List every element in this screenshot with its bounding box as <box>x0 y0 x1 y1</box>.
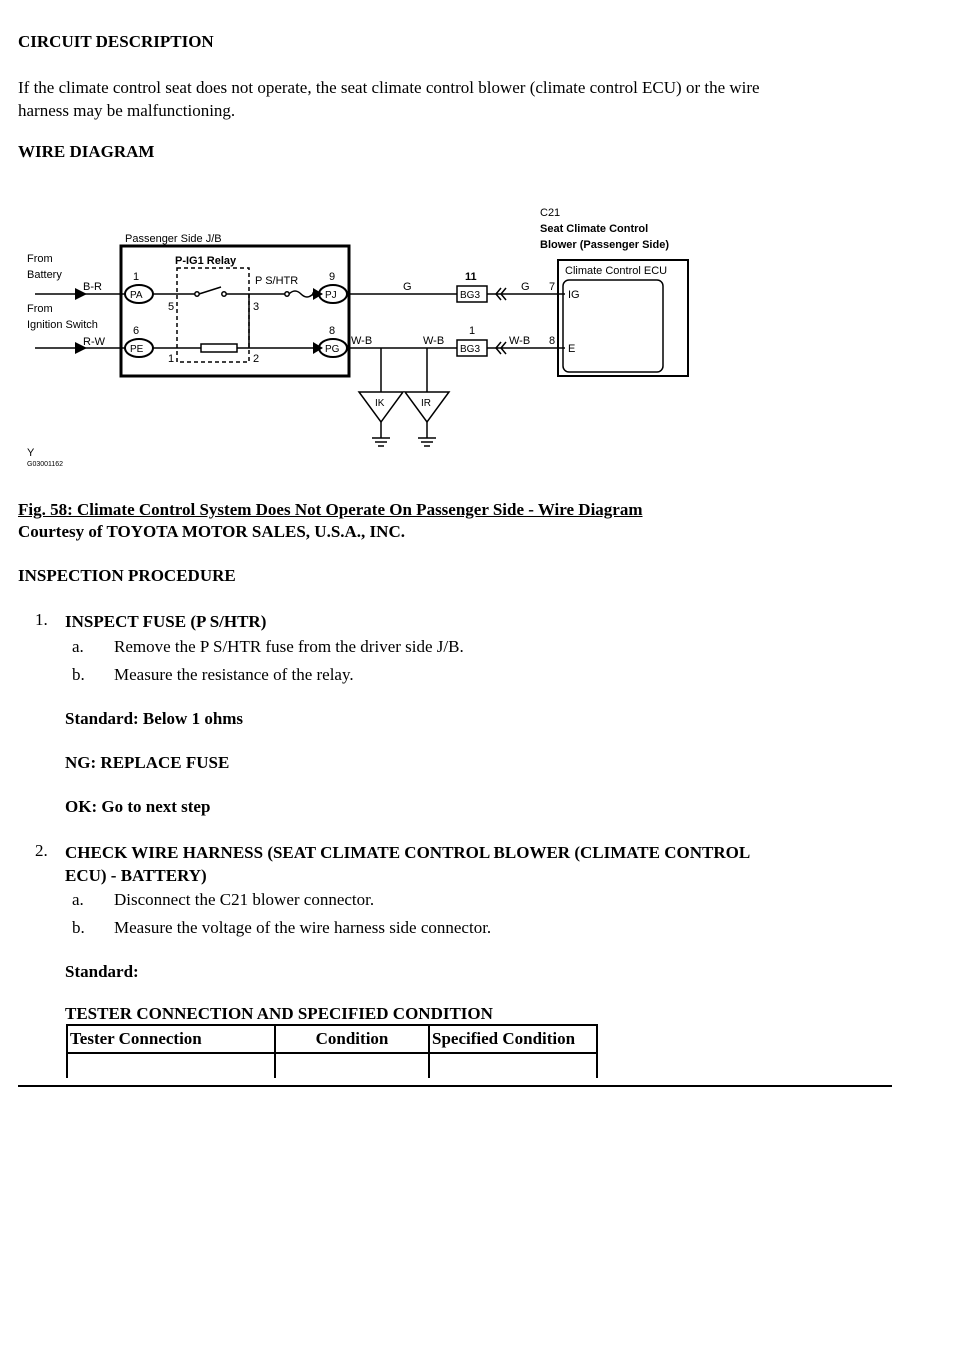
step-2-standard: Standard: <box>65 962 139 981</box>
ground-ir: IR <box>421 398 431 409</box>
pin-8b: 8 <box>549 335 556 347</box>
label-from-ignition-1: From <box>27 303 53 315</box>
step-1-number: 1. <box>35 610 48 629</box>
pin-5: 5 <box>168 301 175 313</box>
pin-6: 6 <box>133 325 140 337</box>
circuit-description-heading: CIRCUIT DESCRIPTION <box>18 32 214 51</box>
conn-bg3a: BG3 <box>460 290 481 301</box>
pin-11: 11 <box>465 271 477 283</box>
wire-br: B-R <box>83 281 102 293</box>
figure-caption: Fig. 58: Climate Control System Does Not Operate On Passenger Side - Wire Diagram <box>18 500 643 519</box>
wire-wb2: W-B <box>423 335 445 347</box>
circuit-description-line1: If the climate control seat does not operate, the seat climate control blower (climate control ECU) or the wire <box>18 78 760 97</box>
th-specified-condition: Specified Condition <box>429 1025 597 1053</box>
step-2a-label: a. <box>72 890 84 909</box>
table-header-row <box>67 1025 597 1053</box>
label-c21: C21 <box>540 207 561 219</box>
wire-g1: G <box>403 281 412 293</box>
table-title: TESTER CONNECTION AND SPECIFIED CONDITION <box>65 1004 493 1023</box>
pin-1b: 1 <box>168 353 175 365</box>
pin-7: 7 <box>549 281 556 293</box>
pin-9: 9 <box>329 271 336 283</box>
inspection-heading: INSPECTION PROCEDURE <box>18 566 236 585</box>
conn-bg3b: BG3 <box>460 344 481 355</box>
label-jb: Passenger Side J/B <box>125 233 222 245</box>
step-2a-text: Disconnect the C21 blower connector. <box>114 890 375 909</box>
step-1-ok: OK: Go to next step <box>65 797 211 816</box>
wire-wb1: W-B <box>351 335 373 347</box>
step-1b-label: b. <box>72 665 85 684</box>
term-ig: IG <box>568 289 580 301</box>
conn-pg: PG <box>325 344 340 355</box>
wire-diagram-heading: WIRE DIAGRAM <box>18 142 155 161</box>
step-1a-label: a. <box>72 637 84 656</box>
label-battery: Battery <box>27 269 62 281</box>
step-2-number: 2. <box>35 841 48 860</box>
label-fuse: P S/HTR <box>255 275 299 287</box>
conn-pe: PE <box>130 344 144 355</box>
label-relay: P-IG1 Relay <box>175 255 237 267</box>
step-1-title: INSPECT FUSE (P S/HTR) <box>65 612 267 631</box>
pin-1a: 1 <box>133 271 140 283</box>
wire-g2: G <box>521 281 530 293</box>
label-seat-line1: Seat Climate Control <box>540 223 649 235</box>
step-1b-text: Measure the resistance of the relay. <box>114 665 354 684</box>
pin-1c: 1 <box>469 325 476 337</box>
tester-connection-table <box>66 1024 598 1078</box>
label-ignition: Ignition Switch <box>27 319 98 331</box>
table-cell <box>429 1053 597 1078</box>
wire-wb3: W-B <box>509 335 531 347</box>
pin-3: 3 <box>253 301 260 313</box>
mark-y: Y <box>27 447 35 459</box>
step-2b-label: b. <box>72 918 85 937</box>
step-2b-text: Measure the voltage of the wire harness side connector. <box>114 918 492 937</box>
term-e: E <box>568 343 576 355</box>
step-1a-text: Remove the P S/HTR fuse from the driver side J/B. <box>114 637 464 656</box>
figure-courtesy: Courtesy of TOYOTA MOTOR SALES, U.S.A., INC. <box>18 522 405 541</box>
conn-pa: PA <box>130 290 143 301</box>
step-2-title-line1: CHECK WIRE HARNESS (SEAT CLIMATE CONTROL BLOWER (CLIMATE CONTROL <box>65 843 751 862</box>
table-row <box>67 1053 597 1078</box>
pin-2: 2 <box>253 353 260 365</box>
pin-8a: 8 <box>329 325 336 337</box>
label-from-battery-1: From <box>27 253 53 265</box>
ground-ik: IK <box>375 398 385 409</box>
wire-rw: R-W <box>83 336 105 348</box>
th-tester-connection: Tester Connection <box>67 1025 275 1053</box>
table-cell <box>67 1053 275 1078</box>
step-1-standard: Standard: Below 1 ohms <box>65 709 244 728</box>
wire-diagram <box>25 200 705 475</box>
step-2-title-line2: ECU) - BATTERY) <box>65 866 207 885</box>
conn-pj: PJ <box>325 290 337 301</box>
diagram-code: G03001162 <box>27 461 64 468</box>
circuit-description-line2: harness may be malfunctioning. <box>18 101 236 120</box>
table-cell <box>275 1053 429 1078</box>
page-bottom-rule <box>18 1085 892 1087</box>
step-1-ng: NG: REPLACE FUSE <box>65 753 230 772</box>
th-condition: Condition <box>275 1025 429 1053</box>
label-ecu: Climate Control ECU <box>565 265 668 277</box>
label-seat-line2: Blower (Passenger Side) <box>540 239 669 251</box>
